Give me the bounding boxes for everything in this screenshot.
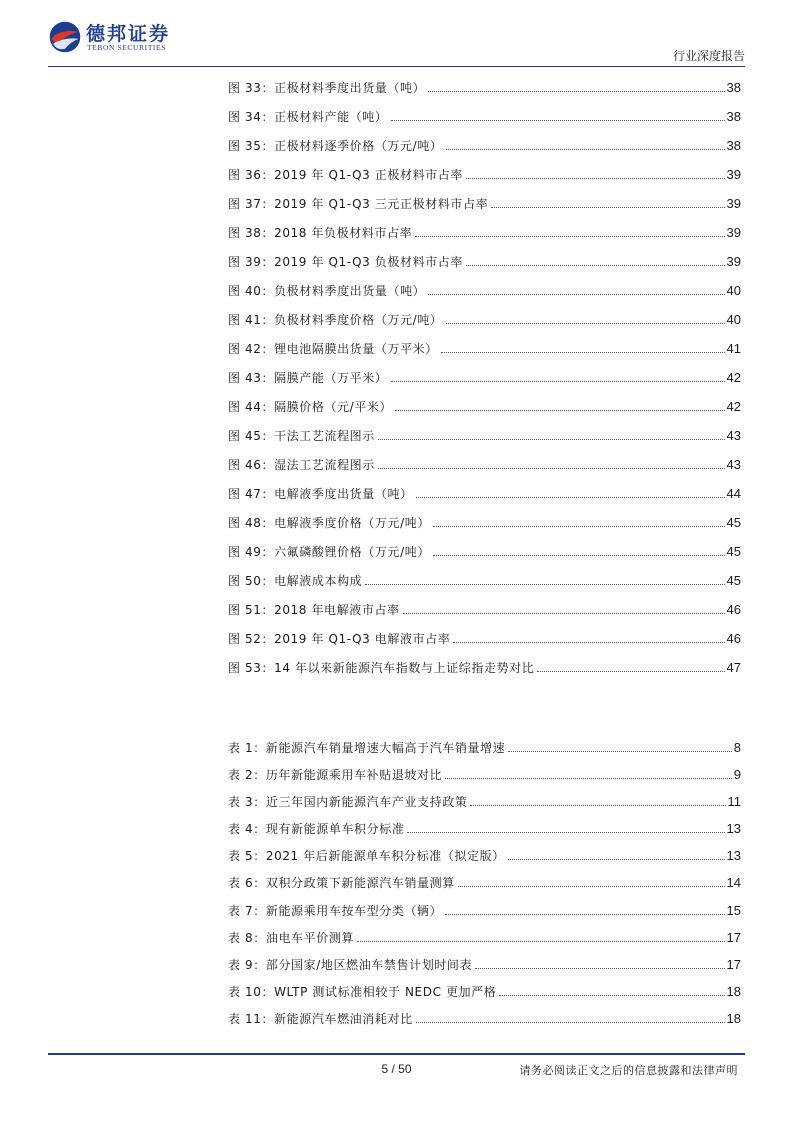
toc-entry[interactable]	[228, 341, 741, 370]
toc-entry-label: 表 10：WLTP 测试标准相较于 NEDC 更加严格	[228, 984, 497, 999]
toc-entry-page: 39	[726, 225, 741, 240]
toc-entry-label: 表 5：2021 年后新能源单车积分标准（拟定版）	[228, 849, 505, 864]
toc-entry[interactable]	[228, 767, 741, 794]
toc-entry-label: 表 6：双积分政策下新能源汽车销量测算	[228, 876, 455, 891]
toc-entry-page: 44	[726, 486, 741, 501]
toc-entry-label: 图 33：正极材料季度出货量（吨）	[228, 81, 426, 95]
company-name-cn: 德邦证券	[86, 23, 171, 45]
toc-entry-label: 图 44：隔膜价格（元/平米）	[228, 400, 393, 414]
dot-leader	[407, 832, 724, 833]
toc-entry[interactable]	[228, 225, 741, 254]
dot-leader	[508, 859, 725, 860]
toc-entry-label: 图 34：正极材料产能（吨）	[228, 110, 388, 124]
dot-leader	[378, 439, 725, 440]
toc-entry-label: 图 46：湿法工艺流程图示	[228, 458, 375, 472]
toc-entry-page: 46	[726, 631, 741, 646]
dot-leader	[445, 914, 724, 915]
toc-entry[interactable]	[228, 794, 741, 821]
toc-entry-label: 图 47：电解液季度出货量（吨）	[228, 487, 413, 501]
toc-entry-label: 表 8：油电车平价测算	[228, 930, 355, 945]
toc-entry-page: 39	[726, 196, 741, 211]
table-list	[228, 740, 741, 1038]
toc-entry[interactable]	[228, 80, 741, 109]
page-header	[0, 0, 793, 70]
toc-entry-label: 表 2：历年新能源乘用车补贴退坡对比	[228, 768, 443, 783]
dot-leader	[403, 613, 725, 614]
toc-entry-page: 8	[733, 740, 741, 755]
toc-entry-page: 45	[726, 515, 741, 530]
toc-entry-label: 图 48：电解液季度价格（万元/吨）	[228, 516, 430, 530]
dot-leader	[357, 941, 724, 942]
legal-disclaimer: 请务必阅读正文之后的信息披露和法律声明	[519, 1064, 738, 1077]
toc-entry-label: 图 42：锂电池隔膜出货量（万平米）	[228, 342, 438, 356]
dot-leader	[466, 178, 725, 179]
dot-leader	[458, 886, 725, 887]
dot-leader	[537, 671, 724, 672]
toc-entry[interactable]	[228, 196, 741, 225]
toc-entry-page: 13	[726, 821, 741, 837]
figure-list	[228, 80, 741, 689]
toc-entry[interactable]	[228, 138, 741, 167]
toc-entry-label: 表 4：现有新能源单车积分标准	[228, 822, 405, 837]
dot-leader	[415, 236, 724, 237]
toc-entry[interactable]	[228, 167, 741, 196]
toc-entry[interactable]	[228, 312, 741, 341]
toc-entry-label: 图 36：2019 年 Q1-Q3 正极材料市占率	[228, 168, 463, 182]
toc-entry-page: 47	[726, 660, 741, 675]
toc-entry-page: 42	[726, 370, 741, 385]
toc-entry[interactable]	[228, 109, 741, 138]
toc-entry-page: 40	[726, 312, 741, 327]
toc-entry-page: 38	[726, 109, 741, 124]
toc-entry-label: 表 9：部分国家/地区燃油车禁售计划时间表	[228, 957, 473, 972]
toc-entry-label: 表 7：新能源乘用车按车型分类（辆）	[228, 903, 443, 918]
toc-entry-label: 图 51：2018 年电解液市占率	[228, 603, 400, 617]
toc-entry[interactable]	[228, 875, 741, 902]
toc-entry-label: 图 38：2018 年负极材料市占率	[228, 226, 413, 240]
toc-entry[interactable]	[228, 544, 741, 573]
toc-entry-page: 39	[726, 254, 741, 269]
toc-entry-label: 图 49：六氟磷酸锂价格（万元/吨）	[228, 545, 430, 559]
dot-leader	[446, 323, 725, 324]
toc-entry-page: 46	[726, 602, 741, 617]
toc-entry[interactable]	[228, 457, 741, 486]
toc-entry-label: 图 35：正极材料逐季价格（万元/吨）	[228, 139, 443, 153]
dot-leader	[428, 91, 724, 92]
toc-entry-label: 图 52：2019 年 Q1-Q3 电解液市占率	[228, 632, 451, 646]
toc-entry[interactable]	[228, 930, 741, 957]
toc-entry-page: 41	[726, 341, 741, 356]
dot-leader	[466, 265, 725, 266]
dot-leader	[453, 642, 724, 643]
dot-leader	[395, 410, 724, 411]
toc-entry[interactable]	[228, 1011, 741, 1038]
dot-leader	[445, 778, 732, 779]
toc-entry-label: 表 11：新能源汽车燃油消耗对比	[228, 1011, 413, 1026]
dot-leader	[441, 352, 725, 353]
toc-entry-label: 图 53：14 年以来新能源汽车指数与上证综指走势对比	[228, 661, 535, 675]
dot-leader	[391, 120, 725, 121]
toc-entry-page: 40	[726, 283, 741, 298]
toc-entry-page: 15	[726, 902, 741, 918]
toc-entry[interactable]	[228, 821, 741, 848]
toc-entry-page: 18	[726, 983, 741, 999]
company-name-en: TEBON SECURITIES	[87, 43, 166, 52]
toc-entry-page: 18	[726, 1010, 741, 1026]
tebon-logo-icon	[48, 20, 82, 54]
toc-entry[interactable]	[228, 602, 741, 631]
toc-entry[interactable]	[228, 631, 741, 660]
dot-leader	[499, 995, 724, 996]
toc-entry-label: 图 39：2019 年 Q1-Q3 负极材料市占率	[228, 255, 463, 269]
toc-entry[interactable]	[228, 848, 741, 875]
toc-entry[interactable]	[228, 515, 741, 544]
toc-entry-page: 39	[726, 167, 741, 182]
toc-entry-label: 表 3：近三年国内新能源汽车产业支持政策	[228, 795, 468, 810]
dot-leader	[416, 1022, 725, 1023]
toc-entry-page: 45	[726, 573, 741, 588]
dot-leader	[491, 207, 724, 208]
toc-entry-label: 图 41：负极材料季度价格（万元/吨）	[228, 313, 443, 327]
page-number: 5 / 50	[381, 1062, 412, 1076]
dot-leader	[365, 584, 724, 585]
dot-leader	[416, 497, 725, 498]
toc-entry-label: 图 40：负极材料季度出货量（吨）	[228, 284, 426, 298]
toc-entry-page: 9	[733, 767, 741, 783]
toc-entry-page: 14	[726, 875, 741, 891]
toc-entry-label: 图 43：隔膜产能（万平米）	[228, 371, 388, 385]
report-type: 行业深度报告	[672, 49, 745, 63]
dot-leader	[446, 149, 725, 150]
toc-entry-page: 42	[726, 399, 741, 414]
toc-entry-page: 45	[726, 544, 741, 559]
toc-entry-page: 13	[726, 848, 741, 864]
toc-entry[interactable]	[228, 957, 741, 984]
toc-entry[interactable]	[228, 573, 741, 602]
toc-entry[interactable]	[228, 428, 741, 457]
toc-entry[interactable]	[228, 254, 741, 283]
header-divider	[48, 66, 745, 67]
toc-entry[interactable]	[228, 283, 741, 312]
dot-leader	[508, 751, 732, 752]
toc-entry-page: 43	[726, 428, 741, 443]
toc-entry-label: 图 37：2019 年 Q1-Q3 三元正极材料市占率	[228, 197, 489, 211]
dot-leader	[475, 968, 724, 969]
dot-leader	[470, 805, 725, 806]
toc-entry-page: 38	[726, 80, 741, 95]
toc-entry-label: 图 45：干法工艺流程图示	[228, 429, 375, 443]
toc-entry[interactable]	[228, 399, 741, 428]
dot-leader	[428, 294, 724, 295]
toc-entry-page: 17	[726, 956, 741, 972]
toc-entry-label: 表 1：新能源汽车销量增速大幅高于汽车销量增速	[228, 741, 506, 755]
toc-entry-label: 图 50：电解液成本构成	[228, 574, 363, 588]
toc-entry-page: 11	[727, 794, 741, 810]
dot-leader	[391, 381, 725, 382]
dot-leader	[433, 526, 725, 527]
toc-entry[interactable]	[228, 984, 741, 1011]
toc-entry-page: 43	[726, 457, 741, 472]
toc-entry-page: 38	[726, 138, 741, 153]
dot-leader	[378, 468, 725, 469]
toc-entry[interactable]	[228, 370, 741, 399]
footer-divider	[48, 1053, 745, 1055]
toc-entry[interactable]	[228, 903, 741, 930]
toc-entry[interactable]	[228, 660, 741, 689]
toc-entry-page: 17	[726, 929, 741, 945]
dot-leader	[433, 555, 725, 556]
toc-entry[interactable]	[228, 486, 741, 515]
toc-entry[interactable]	[228, 740, 741, 767]
